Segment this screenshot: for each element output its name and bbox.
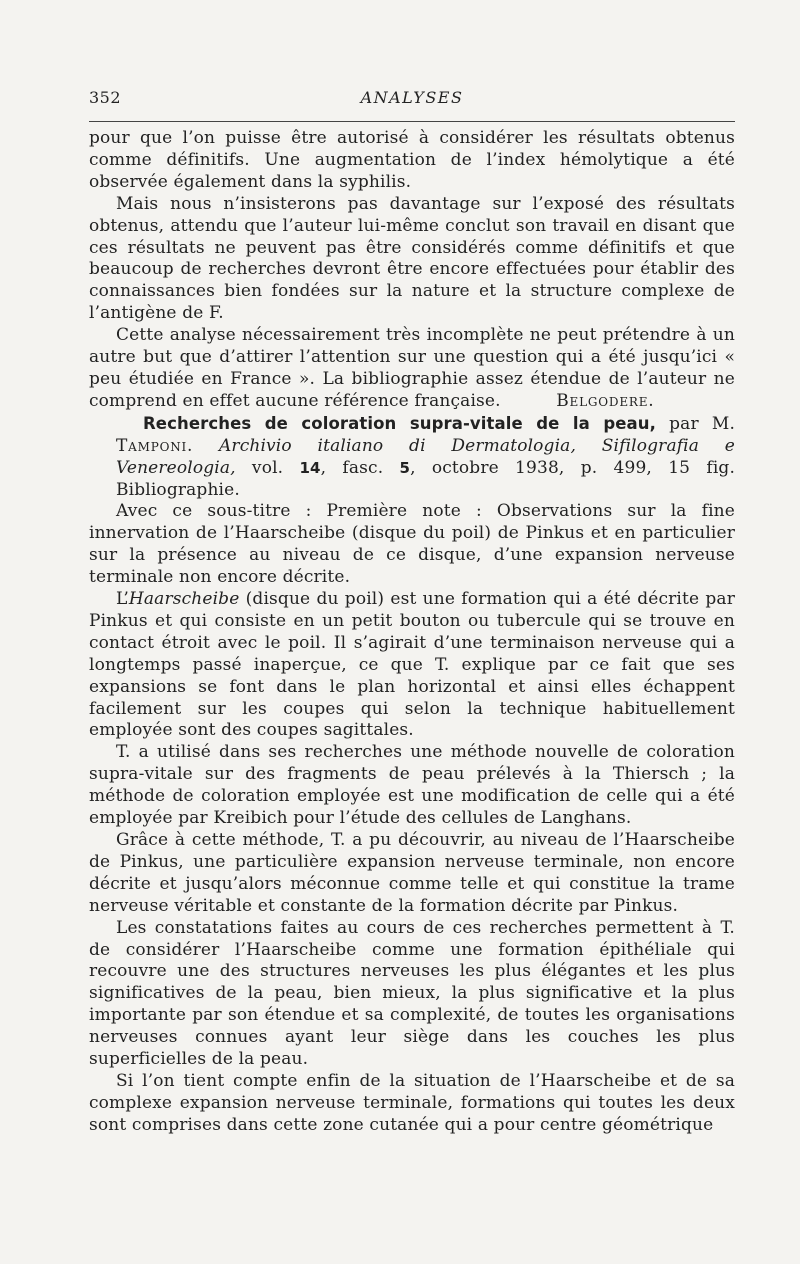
bibliographic-entry xyxy=(89,413,735,502)
page-number: 352 xyxy=(89,88,122,107)
entry-title: Recherches de coloration supra-vitale de la peau, xyxy=(143,413,656,433)
header-rule xyxy=(89,121,735,122)
entry-by: par M. xyxy=(655,413,735,434)
paragraph-text: (disque du poil) est une formation qui a été décrite par Pinkus et qui consiste en un petit bouton ou tubercule qui se trouve en contact étroit avec le poil. Il s’agirait d’une terminaison nerveuse qui a longtemps passé inaperçue, ce que T. explique par ce fait que ses expansions se font dans le plan horizontal et ainsi elles échappent facilement sur les coupes qui selon la technique habituellement employée sont des coupes sagittales. xyxy=(89,589,735,741)
entry-details: , octobre 1938, p. 499, 15 fig. Bibliographie. xyxy=(116,457,735,500)
paragraph: pour que l’on puisse être autorisé à considérer les résultats obtenus comme définitifs. Une augmentation de l’index hémolytique a été observée également dans la syphilis. xyxy=(89,128,735,192)
paragraph xyxy=(89,325,735,413)
paragraph: Les constatations faites au cours de ces recherches permettent à T. de considérer l’Haarscheibe comme une formation épithéliale qui recouvre une des structures nerveuses les plus élégantes et les plus significatives de la peau, bien mieux, la plus significative et la plus importante par son étendue et sa complexité, de toutes les organisations nerveuses connues ayant leur siège dans les couches les plus superficielles de la peau. xyxy=(89,917,735,1070)
page-header xyxy=(89,88,735,112)
paragraph: Avec ce sous-titre : Première note : Observations sur la fine innervation de l’Haarscheibe (disque du poil) de Pinkus et en particulier sur la présence au niveau de ce disque, d’une expansion nerveuse terminale non encore décrite. xyxy=(89,501,735,588)
paragraph-lead-term: Haarscheibe xyxy=(128,589,240,610)
entry-author: Tamponi. xyxy=(116,435,194,456)
running-title: ANALYSES xyxy=(360,88,464,107)
entry-volume: 14 xyxy=(299,458,321,477)
paragraph xyxy=(89,589,735,742)
entry-vol-prefix: vol. xyxy=(235,457,300,478)
paragraph: Grâce à cette méthode, T. a pu découvrir, au niveau de l’Haarscheibe de Pinkus, une particulière expansion nerveuse terminale, non encore décrite et jusqu’alors méconnue comme telle et qui constitue la trame nerveuse véritable et constante de la formation décrite par Pinkus. xyxy=(89,830,735,916)
paragraph: Si l’on tient compte enfin de la situation de l’Haarscheibe et de sa complexe expansion nerveuse terminale, formations qui toutes les deux sont comprises dans cette zone cutanée qui a pour centre géométrique xyxy=(89,1070,735,1135)
entry-fascicle: 5 xyxy=(399,458,411,477)
paragraph-text: Cette analyse nécessairement très incomplète ne peut prétendre à un autre but que d’attirer l’attention sur une question qui a été jusqu’ici « peu étudiée en France ». La bibliographie assez étendue de l’auteur ne comprend en effet aucune référence française. xyxy=(89,325,735,411)
paragraph: Mais nous n’insisterons pas davantage sur l’exposé des résultats obtenus, attendu que l’auteur lui-même conclut son travail en disant que ces résultats ne peuvent pas être considérés comme définitifs et que beaucoup de recherches devront être encore effectuées pour établir des connaissances bien fondées sur la nature et la structure complexe de l’antigène de F. xyxy=(89,193,735,324)
entry-details: , fasc. xyxy=(320,457,400,478)
paragraph-lead-article: L’ xyxy=(116,589,129,610)
body-text xyxy=(89,128,735,1137)
signature: Belgodere. xyxy=(556,390,655,411)
entry-journal: Archivio italiano di Dermatologia, Sifilografia e Venereologia, xyxy=(116,435,735,478)
paragraph: T. a utilisé dans ses recherches une méthode nouvelle de coloration supra-vitale sur des fragments de peau prélevés à la Thiersch ; la méthode de coloration employée est une modification de celle qui a été employée par Kreibich pour l’étude des cellules de Langhans. xyxy=(89,742,735,829)
